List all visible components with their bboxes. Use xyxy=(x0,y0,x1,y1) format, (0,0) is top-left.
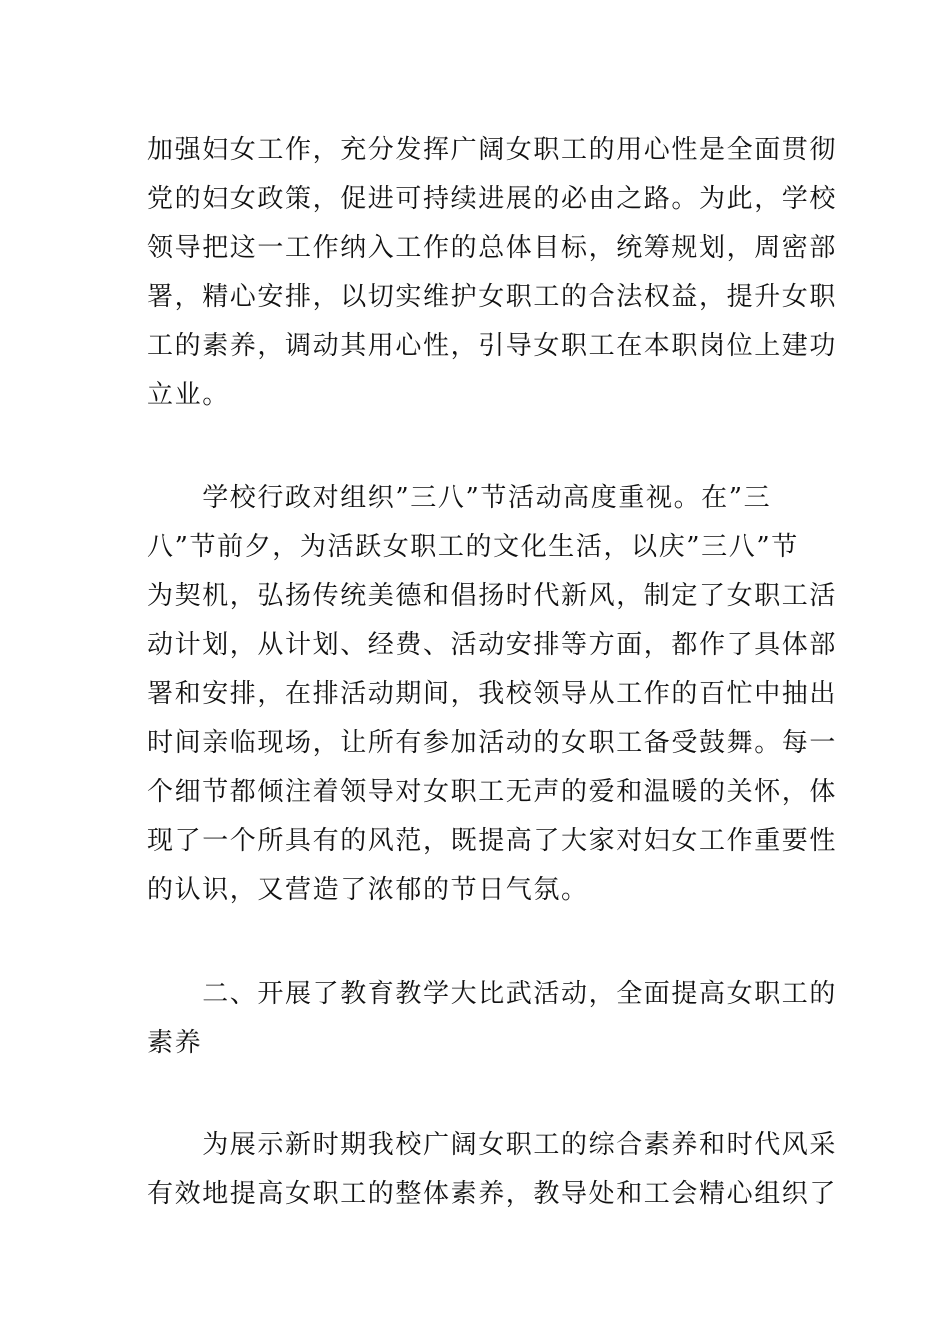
text-line: 工的素养，调动其用心性，引导女职工在本职岗位上建功 xyxy=(147,331,838,361)
text-line: 为展示新时期我校广阔女职工的综合素养和时代风采 xyxy=(147,1130,838,1160)
text-line: 署，精心安排，以切实维护女职工的合法权益，提升女职 xyxy=(147,282,838,312)
text-line: 有效地提高女职工的整体素养，教导处和工会精心组织了 xyxy=(147,1179,838,1209)
text-line: 现了一个所具有的风范，既提高了大家对妇女工作重要性 xyxy=(147,826,838,856)
section-heading: 素养 xyxy=(147,1028,203,1058)
text-line: 加强妇女工作，充分发挥广阔女职工的用心性是全面贯彻 xyxy=(147,135,838,165)
text-line: 党的妇女政策，促进可持续进展的必由之路。为此，学校 xyxy=(147,184,838,214)
text-line: 为契机，弘扬传统美德和倡扬时代新风，制定了女职工活 xyxy=(147,581,838,611)
text-line: 领导把这一工作纳入工作的总体目标，统筹规划，周密部 xyxy=(147,233,838,263)
section-heading: 二、开展了教育教学大比武活动，全面提高女职工的 xyxy=(147,979,838,1009)
text-line: 学校行政对组织”三八”节活动高度重视。在”三 xyxy=(147,483,772,513)
text-line: 立业。 xyxy=(147,380,230,410)
text-line: 动计划，从计划、经费、活动安排等方面，都作了具体部 xyxy=(147,630,838,660)
text-line: 时间亲临现场，让所有参加活动的女职工备受鼓舞。每一 xyxy=(147,728,838,758)
text-line: 的认识，又营造了浓郁的节日气氛。 xyxy=(147,875,589,905)
text-line: 署和安排，在排活动期间，我校领导从工作的百忙中抽出 xyxy=(147,679,838,709)
text-line: 八”节前夕，为活跃女职工的文化生活，以庆”三八”节 xyxy=(147,532,799,562)
text-line: 个细节都倾注着领导对女职工无声的爱和温暖的关怀，体 xyxy=(147,777,838,807)
